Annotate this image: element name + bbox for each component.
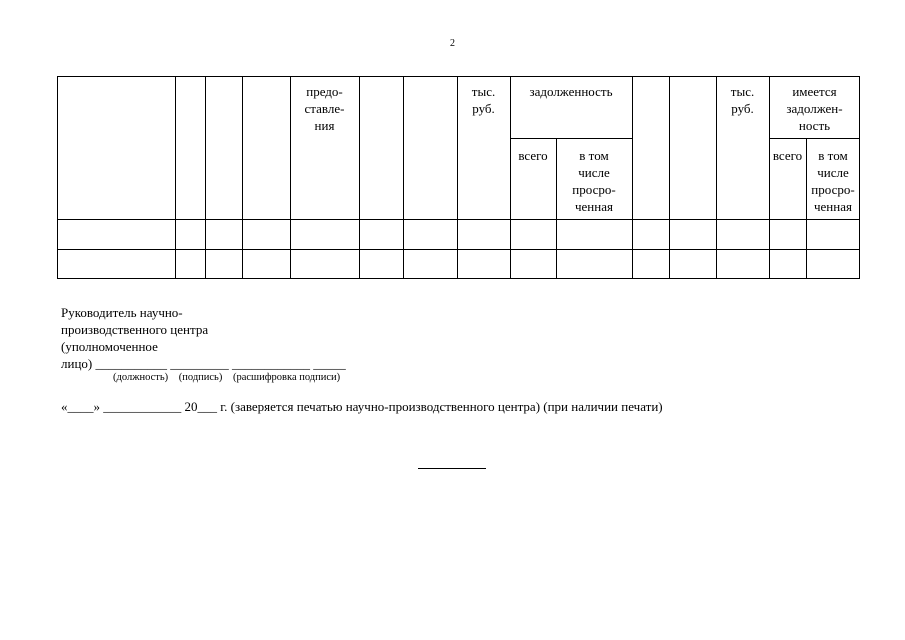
subheader-vsego-1: всего xyxy=(518,148,548,163)
caption-name: (расшифровка подписи) xyxy=(232,372,341,383)
end-rule xyxy=(418,468,486,469)
report-table xyxy=(57,76,860,279)
table-col-line xyxy=(175,76,176,279)
table-col-line xyxy=(359,76,360,279)
caption-position: (должность) xyxy=(113,372,169,383)
table-header-bottom-line xyxy=(57,219,860,220)
table-col-line xyxy=(669,76,670,279)
table-col-line xyxy=(242,76,243,279)
table-border-bottom xyxy=(57,278,860,279)
page-number: 2 xyxy=(450,38,455,49)
signature-captions xyxy=(113,372,348,383)
signature-line: производственного центра xyxy=(61,322,209,337)
table-col-line xyxy=(205,76,206,279)
header-zadolzhennost: задолженность xyxy=(529,84,613,99)
table-col-line xyxy=(510,76,511,279)
date-stamp-line: «____» ____________ 20___ г. (заверяется печатью научно-производственного центра) (при наличии печати) xyxy=(61,399,663,414)
signature-line: (уполномоченное xyxy=(61,339,158,354)
table-row-line xyxy=(57,249,860,250)
subheader-vsego-2: всего xyxy=(772,148,803,163)
table-header-subrow-line-2 xyxy=(769,138,860,139)
table-border-top xyxy=(57,76,860,77)
signature-block xyxy=(61,304,346,372)
header-imeetsya-zadolzhennost: имеется задолжен- ность xyxy=(786,84,843,133)
table-border-left xyxy=(57,76,58,279)
table-col-line xyxy=(632,76,633,279)
caption-signature: (подпись) xyxy=(178,372,223,383)
signature-fill-line: лицо) ___________ _________ ____________ _____ xyxy=(61,356,346,371)
header-tys-rub-1: тыс. руб. xyxy=(471,84,496,116)
subheader-prosrochennaya-1: в том числе просро- ченная xyxy=(572,148,616,214)
table-col-line xyxy=(403,76,404,279)
table-header-subrow-line xyxy=(510,138,632,139)
subheader-prosrochennaya-2: в том числе просро- ченная xyxy=(811,148,855,214)
signature-line: Руководитель научно- xyxy=(61,305,183,320)
header-tys-rub-2: тыс. руб. xyxy=(730,84,755,116)
header-predostavleniya: предо- ставле- ния xyxy=(304,84,345,133)
